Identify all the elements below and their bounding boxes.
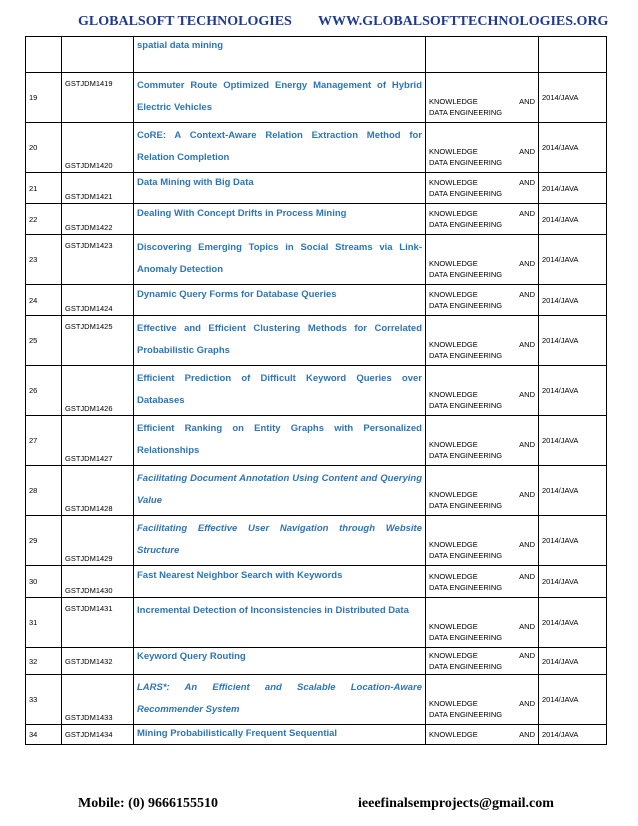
domain-line-2: DATA ENGINEERING [429, 189, 503, 198]
project-title-cell: Commuter Route Optimized Energy Management of Hybrid Electric Vehicles [134, 73, 426, 123]
domain-cell [426, 37, 539, 73]
domain-line-2: DATA ENGINEERING [429, 662, 503, 671]
domain-cell [426, 648, 539, 675]
domain-line-2: DATA ENGINEERING [429, 158, 503, 167]
project-code-cell: GSTJDM1429 [62, 516, 134, 566]
row-number-cell: 19 [26, 73, 62, 123]
domain-word: KNOWLEDGE [429, 440, 478, 449]
domain-line-1 [429, 177, 535, 188]
domain-conjunction: AND [519, 540, 535, 549]
domain-line-1 [429, 339, 535, 350]
table-row [26, 123, 607, 173]
project-title-cell: Facilitating Effective User Navigation through Website Structure [134, 516, 426, 566]
year-cell: 2014/JAVA [539, 123, 607, 173]
domain-line-1 [429, 650, 535, 661]
year-cell: 2014/JAVA [539, 566, 607, 598]
domain-conjunction: AND [519, 571, 535, 581]
project-code-cell: GSTJDM1428 [62, 466, 134, 516]
domain-cell [426, 566, 539, 598]
domain-conjunction: AND [519, 178, 535, 187]
domain-conjunction: AND [519, 390, 535, 399]
row-number-cell: 31 [26, 598, 62, 648]
domain-word: KNOWLEDGE [429, 147, 478, 156]
row-number-cell: 27 [26, 416, 62, 466]
project-title-cell: CoRE: A Context-Aware Relation Extraction Method for Relation Completion [134, 123, 426, 173]
year-cell: 2014/JAVA [539, 516, 607, 566]
domain-line-1 [429, 539, 535, 550]
domain-line-1 [429, 729, 535, 740]
table-row [26, 316, 607, 366]
domain-line-1 [429, 489, 535, 500]
domain-line-1 [429, 146, 535, 157]
domain-conjunction: AND [519, 730, 535, 739]
domain-cell [426, 598, 539, 648]
row-number-cell: 26 [26, 366, 62, 416]
row-number-cell: 25 [26, 316, 62, 366]
year-cell: 2014/JAVA [539, 598, 607, 648]
project-code-cell: GSTJDM1434 [62, 725, 134, 745]
domain-line-1 [429, 698, 535, 709]
domain-line-1 [429, 439, 535, 450]
year-cell: 2014/JAVA [539, 316, 607, 366]
domain-word: KNOWLEDGE [429, 699, 478, 708]
domain-line-2: DATA ENGINEERING [429, 451, 503, 460]
year-cell: 2014/JAVA [539, 466, 607, 516]
project-title-cell: Dynamic Query Forms for Database Queries [134, 285, 426, 316]
domain-conjunction: AND [519, 340, 535, 349]
year-cell: 2014/JAVA [539, 675, 607, 725]
domain-cell [426, 725, 539, 745]
domain-conjunction: AND [519, 147, 535, 156]
domain-line-1 [429, 571, 535, 582]
domain-line-2: DATA ENGINEERING [429, 551, 503, 560]
project-table [25, 36, 607, 745]
domain-word: KNOWLEDGE [429, 730, 478, 739]
domain-line-2: DATA ENGINEERING [429, 401, 503, 410]
company-name: GLOBALSOFT TECHNOLOGIES [78, 14, 292, 29]
row-number-cell: 28 [26, 466, 62, 516]
domain-word: KNOWLEDGE [429, 571, 478, 581]
row-number-cell: 30 [26, 566, 62, 598]
table-row [26, 598, 607, 648]
row-number-cell: 29 [26, 516, 62, 566]
domain-cell [426, 73, 539, 123]
domain-line-2: DATA ENGINEERING [429, 351, 503, 360]
project-code-cell: GSTJDM1420 [62, 123, 134, 173]
row-number-cell: 32 [26, 648, 62, 675]
table-row [26, 73, 607, 123]
row-number-cell: 34 [26, 725, 62, 745]
domain-conjunction: AND [519, 209, 535, 218]
project-code-cell: GSTJDM1423 [62, 235, 134, 285]
year-cell: 2014/JAVA [539, 416, 607, 466]
domain-conjunction: AND [519, 699, 535, 708]
domain-conjunction: AND [519, 622, 535, 631]
project-title-cell: Efficient Ranking on Entity Graphs with Personalized Relationships [134, 416, 426, 466]
domain-conjunction: AND [519, 259, 535, 268]
domain-line-2: DATA ENGINEERING [429, 633, 503, 642]
project-code-cell: GSTJDM1424 [62, 285, 134, 316]
year-cell: 2014/JAVA [539, 285, 607, 316]
table-row [26, 204, 607, 235]
table-row [26, 173, 607, 204]
table-row [26, 675, 607, 725]
row-number-cell: 23 [26, 235, 62, 285]
domain-line-2: DATA ENGINEERING [429, 108, 503, 117]
domain-cell [426, 366, 539, 416]
domain-line-1 [429, 208, 535, 219]
domain-word: KNOWLEDGE [429, 209, 478, 218]
project-code-cell [62, 37, 134, 73]
domain-word: KNOWLEDGE [429, 259, 478, 268]
domain-cell [426, 675, 539, 725]
domain-line-1 [429, 289, 535, 300]
project-code-cell: GSTJDM1427 [62, 416, 134, 466]
project-title-cell: Dealing With Concept Drifts in Process Mining [134, 204, 426, 235]
project-title-cell: Effective and Efficient Clustering Methods for Correlated Probabilistic Graphs [134, 316, 426, 366]
domain-word: KNOWLEDGE [429, 490, 478, 499]
year-cell: 2014/JAVA [539, 235, 607, 285]
project-title-cell: LARS*: An Efficient and Scalable Location-Aware Recommender System [134, 675, 426, 725]
table-row [26, 725, 607, 745]
table-row [26, 285, 607, 316]
table-row [26, 516, 607, 566]
project-title-cell: spatial data mining [134, 37, 426, 73]
project-title-cell: Incremental Detection of Inconsistencies in Distributed Data [134, 598, 426, 648]
year-cell: 2014/JAVA [539, 73, 607, 123]
footer-email: ieeefinalsemprojects@gmail.com [358, 796, 554, 811]
footer-mobile: Mobile: (0) 9666155510 [78, 796, 218, 811]
domain-cell [426, 285, 539, 316]
domain-line-1 [429, 389, 535, 400]
domain-word: KNOWLEDGE [429, 622, 478, 631]
project-code-cell: GSTJDM1430 [62, 566, 134, 598]
domain-word: KNOWLEDGE [429, 97, 478, 106]
project-code-cell: GSTJDM1419 [62, 73, 134, 123]
domain-cell [426, 516, 539, 566]
domain-word: KNOWLEDGE [429, 340, 478, 349]
domain-line-2: DATA ENGINEERING [429, 710, 503, 719]
year-cell: 2014/JAVA [539, 204, 607, 235]
project-code-cell: GSTJDM1425 [62, 316, 134, 366]
row-number-cell: 22 [26, 204, 62, 235]
domain-cell [426, 466, 539, 516]
domain-line-1 [429, 621, 535, 632]
domain-cell [426, 173, 539, 204]
year-cell: 2014/JAVA [539, 648, 607, 675]
domain-word: KNOWLEDGE [429, 540, 478, 549]
domain-line-2: DATA ENGINEERING [429, 220, 503, 229]
row-number-cell: 21 [26, 173, 62, 204]
domain-word: KNOWLEDGE [429, 390, 478, 399]
domain-conjunction: AND [519, 490, 535, 499]
project-title-cell: Discovering Emerging Topics in Social Streams via Link-Anomaly Detection [134, 235, 426, 285]
domain-cell [426, 235, 539, 285]
domain-word: KNOWLEDGE [429, 290, 478, 299]
table-row [26, 37, 607, 73]
domain-word: KNOWLEDGE [429, 651, 478, 660]
project-title-cell: Fast Nearest Neighbor Search with Keywords [134, 566, 426, 598]
domain-conjunction: AND [519, 651, 535, 660]
row-number-cell [26, 37, 62, 73]
row-number-cell: 33 [26, 675, 62, 725]
domain-word: KNOWLEDGE [429, 178, 478, 187]
domain-conjunction: AND [519, 97, 535, 106]
domain-line-1 [429, 258, 535, 269]
table-row [26, 566, 607, 598]
project-code-cell: GSTJDM1421 [62, 173, 134, 204]
domain-line-2: DATA ENGINEERING [429, 582, 503, 592]
table-row [26, 366, 607, 416]
page-header [0, 12, 638, 32]
table-row [26, 235, 607, 285]
domain-conjunction: AND [519, 440, 535, 449]
domain-cell [426, 416, 539, 466]
table-row [26, 466, 607, 516]
page-footer [0, 796, 638, 816]
domain-line-2: DATA ENGINEERING [429, 501, 503, 510]
domain-line-1 [429, 96, 535, 107]
domain-cell [426, 123, 539, 173]
project-title-cell: Facilitating Document Annotation Using Content and Querying Value [134, 466, 426, 516]
row-number-cell: 20 [26, 123, 62, 173]
project-title-cell: Data Mining with Big Data [134, 173, 426, 204]
domain-cell [426, 316, 539, 366]
domain-conjunction: AND [519, 290, 535, 299]
table-row [26, 416, 607, 466]
year-cell: 2014/JAVA [539, 366, 607, 416]
year-cell: 2014/JAVA [539, 725, 607, 745]
project-code-cell: GSTJDM1422 [62, 204, 134, 235]
project-title-cell: Mining Probabilistically Frequent Sequential [134, 725, 426, 745]
domain-cell [426, 204, 539, 235]
year-cell: 2014/JAVA [539, 173, 607, 204]
domain-line-2: DATA ENGINEERING [429, 270, 503, 279]
project-code-cell: GSTJDM1432 [62, 648, 134, 675]
year-cell [539, 37, 607, 73]
domain-line-2: DATA ENGINEERING [429, 301, 503, 310]
project-title-cell: Efficient Prediction of Difficult Keyword Queries over Databases [134, 366, 426, 416]
company-url: WWW.GLOBALSOFTTECHNOLOGIES.ORG [318, 14, 609, 29]
table-row [26, 648, 607, 675]
row-number-cell: 24 [26, 285, 62, 316]
project-title-cell: Keyword Query Routing [134, 648, 426, 675]
project-code-cell: GSTJDM1433 [62, 675, 134, 725]
project-code-cell: GSTJDM1431 [62, 598, 134, 648]
project-code-cell: GSTJDM1426 [62, 366, 134, 416]
